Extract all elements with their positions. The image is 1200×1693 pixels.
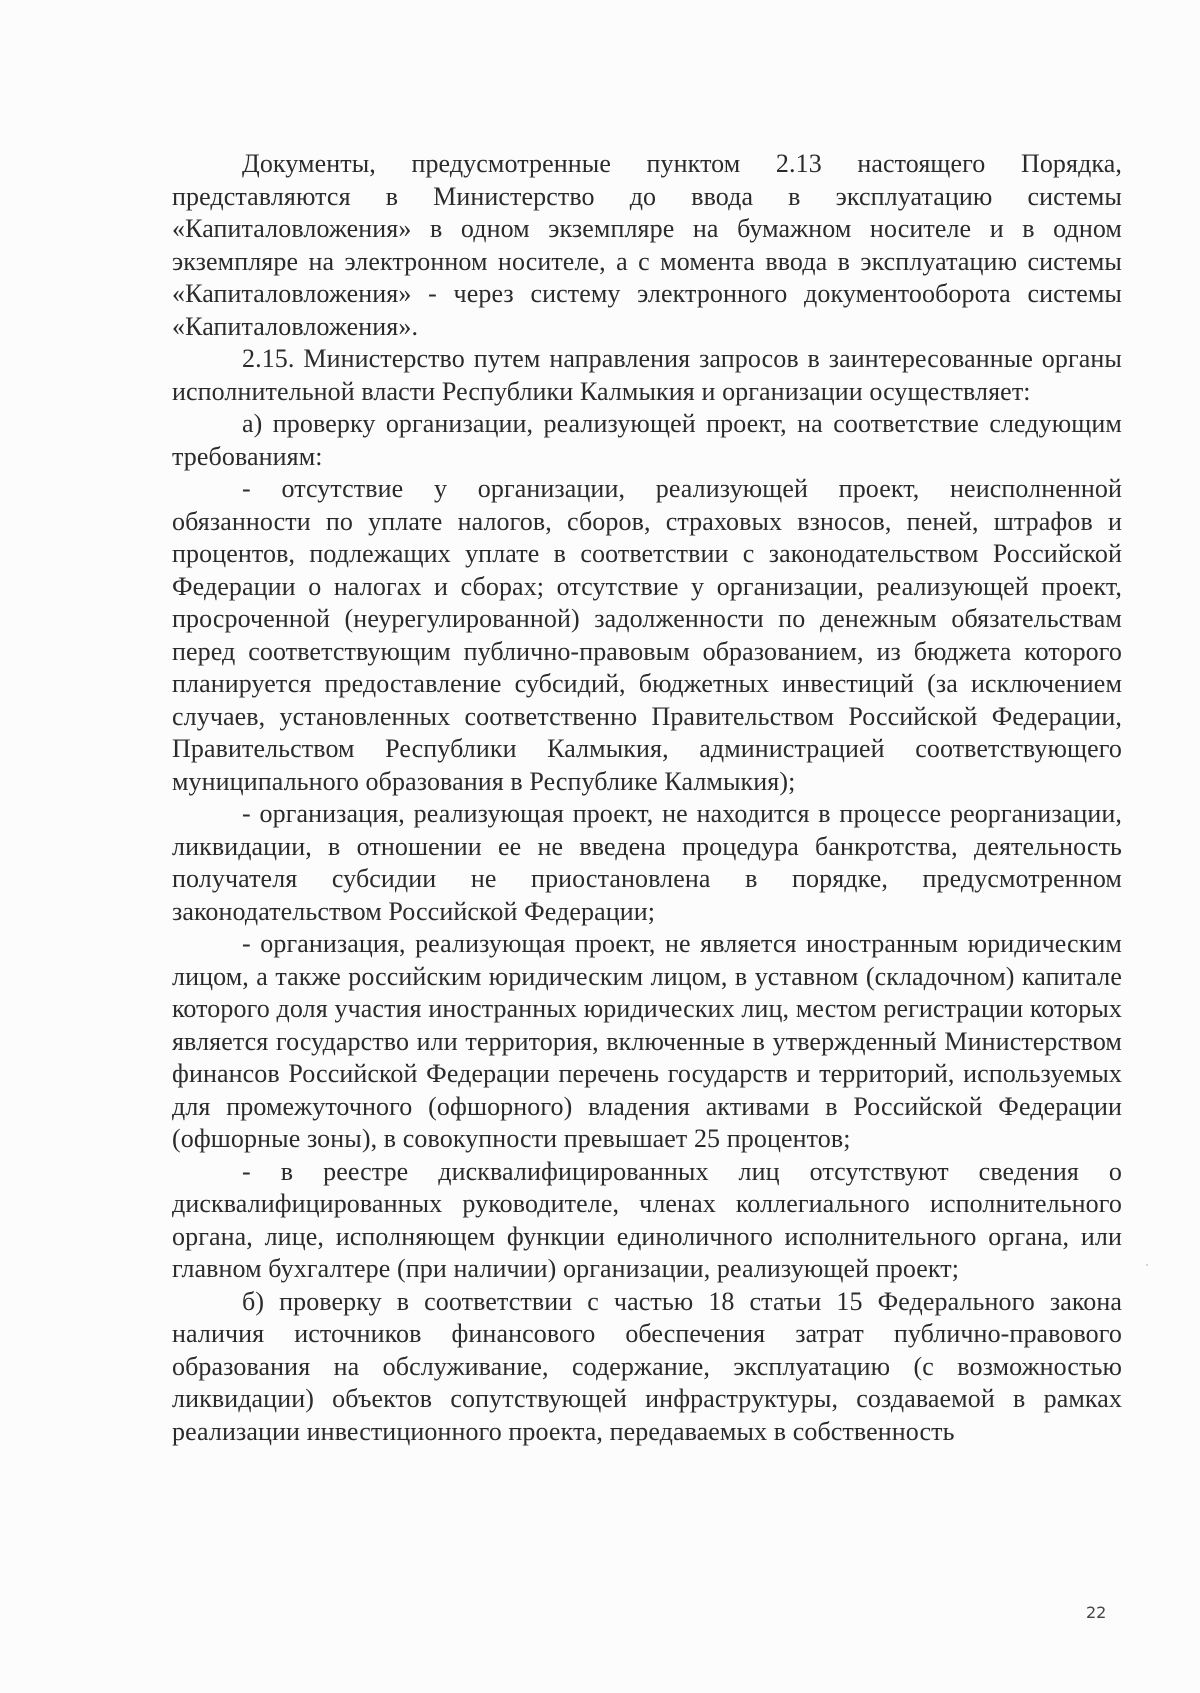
paragraph-requirement-no-debts: - отсутствие у организации, реализующей проект, неисполненной обязанности по уплате налогов, сборов, страховых взносов, пеней, штрафов и процентов, подлежащих уплате в соответствии с законодательством Российской Федерации о налогах и сборах; отсутствие у организации, реализующей проект, просроченной (неурегулированной) задолженности по денежным обязательствам перед соответствующим публично-правовым образованием, из бюджета которого планируется предоставление субсидий, бюджетных инвестиций (за исключением случаев, установленных соответственно Правительством Российской Федерации, Правительством Республики Калмыкия, администрацией соответствующего муниципального образования в Республике Калмыкия); [172,474,1122,796]
paragraph-2-15: 2.15. Министерство путем направления запросов в заинтересованные органы исполнительной власти Республики Калмыкия и организации осуществляет: [172,344,1122,406]
paragraph-requirement-not-foreign: - организация, реализующая проект, не является иностранным юридическим лицом, а также российским юридическим лицом, в уставном (складочном) капитале которого доля участия иностранных юридических лиц, местом регистрации которых является государство или территория, включенные в утвержденный Министерством финансов Российской Федерации перечень государств и территорий, используемых для промежуточного (офшорного) владения активами в Российской Федерации (офшорные зоны), в совокупности превышает 25 процентов; [172,929,1122,1153]
scan-speck [1146,1264,1148,1266]
document-body [172,148,1122,1448]
paragraph-item-a: а) проверку организации, реализующей проект, на соответствие следующим требованиям: [172,409,1122,471]
paragraph-requirement-no-reorganization: - организация, реализующая проект, не находится в процессе реорганизации, ликвидации, в отношении ее не введена процедура банкротства, деятельность получателя субсидии не приостановлена в порядке, предусмотренном законодательством Российской Федерации; [172,799,1122,926]
paragraph-requirement-no-disqualified: - в реестре дисквалифицированных лиц отсутствуют сведения о дисквалифицированных руководителе, членах коллегиального исполнительного органа, лице, исполняющем функции единоличного исполнительного органа, или главном бухгалтере (при наличии) организации, реализующей проект; [172,1156,1122,1283]
paragraph-item-b: б) проверку в соответствии с частью 18 статьи 15 Федерального закона наличия источников финансового обеспечения затрат публично-правового образования на обслуживание, содержание, эксплуатацию (с возможностью ликвидации) объектов сопутствующей инфраструктуры, создаваемой в рамках реализации инвестиционного проекта, передаваемых в собственность [172,1286,1122,1446]
page-number: 22 [1086,1603,1107,1622]
paragraph-documents-submission: Документы, предусмотренные пунктом 2.13 настоящего Порядка, представляются в Министерство до ввода в эксплуатацию системы «Капиталовложения» в одном экземпляре на бумажном носителе и в одном экземпляре на электронном носителе, а с момента ввода в эксплуатацию системы «Капиталовложения» - через систему электронного документооборота системы «Капиталовложения». [172,149,1122,341]
